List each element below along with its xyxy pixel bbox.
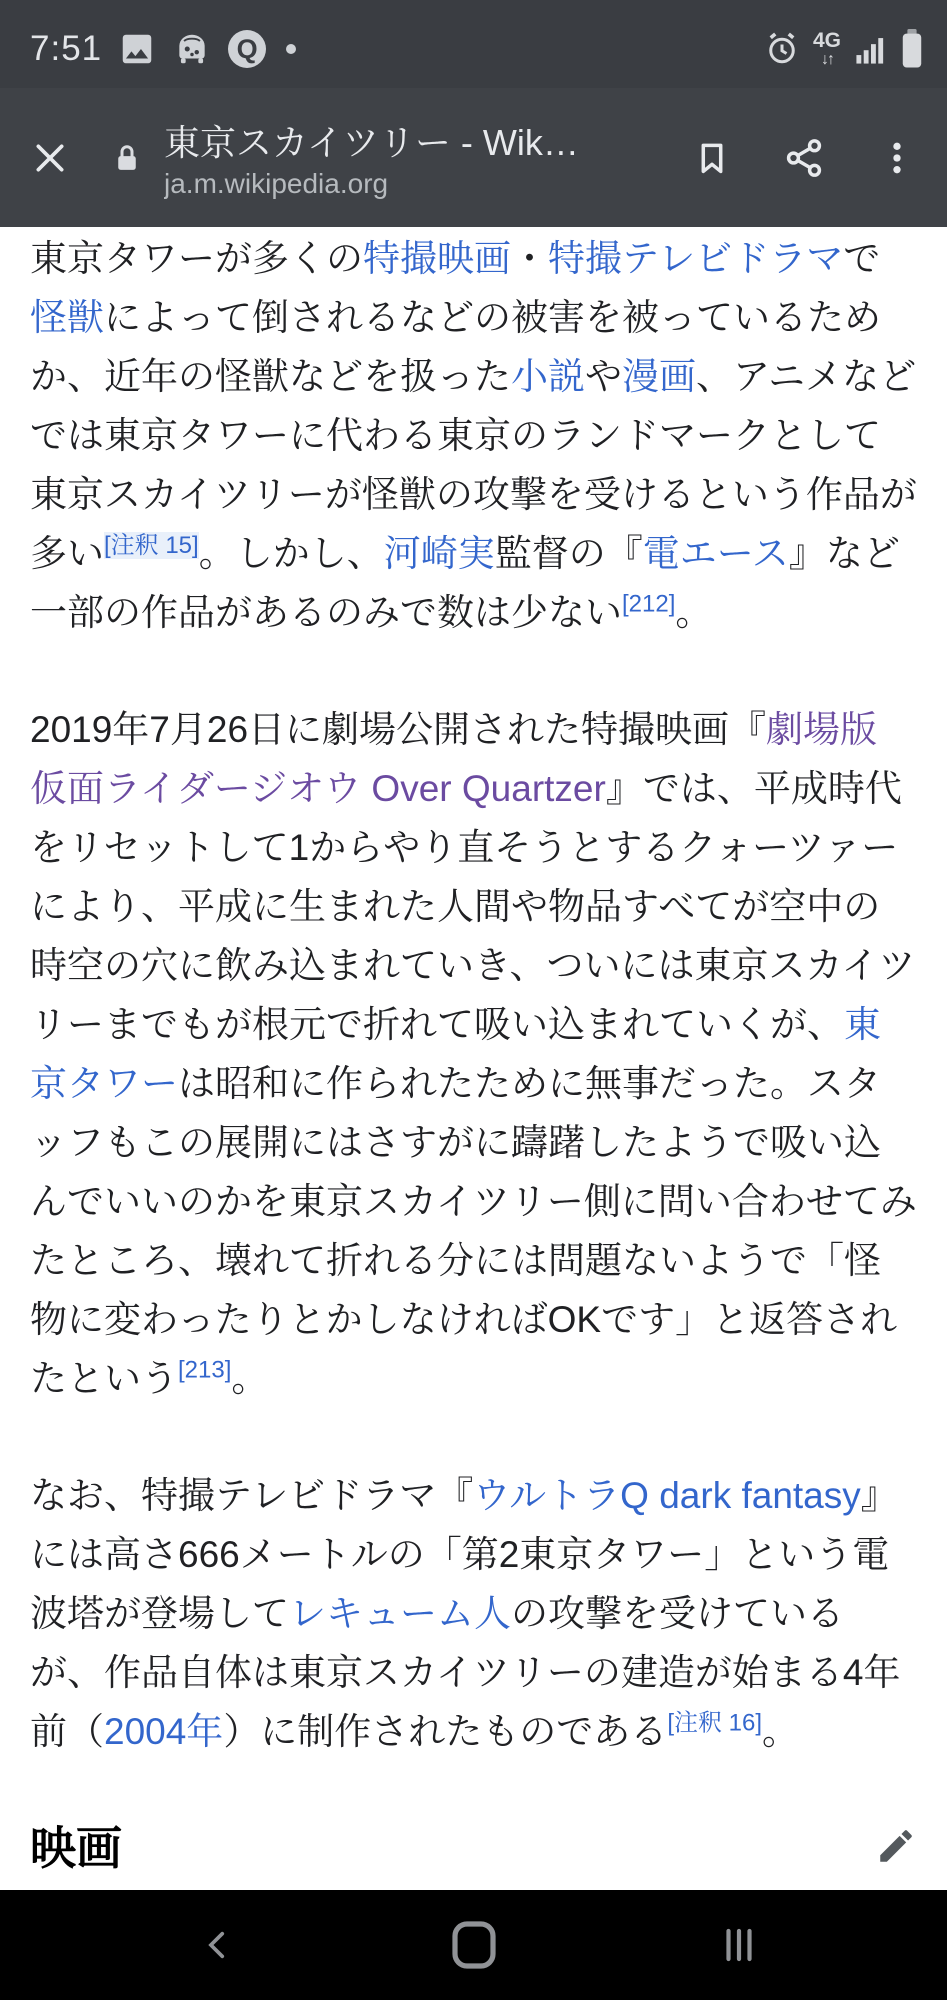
text: によって倒されるなどの被害を被っているためか、近年の怪獣などを扱った [30, 297, 881, 397]
reference-link[interactable]: [注釈 15] [104, 531, 199, 559]
text: ）に制作されたものである [223, 1711, 668, 1752]
page-title: 東京スカイツリー - Wik… [164, 122, 579, 163]
text: 2019年7月26日に劇場公開された特撮映画『 [30, 709, 767, 750]
article-content [0, 227, 947, 1890]
text: 、アニメなどでは東京タワーに代わる東京のランドマークとして東京スカイツリーが怪獣の攻撃を受けるという作品が多い [30, 356, 917, 574]
gallery-icon [118, 30, 156, 68]
text: の攻撃を受けているが、作品自体は東京スカイツリーの建造が始まる4年前（ [30, 1593, 901, 1752]
paragraph [30, 1466, 917, 1761]
text: 』など一部の作品があるのみで数は少ない [30, 533, 900, 633]
wiki-link[interactable]: 電エース [642, 533, 789, 574]
reference-link[interactable]: [212] [622, 590, 676, 618]
wiki-link[interactable]: 漫画 [622, 356, 696, 397]
overflow-menu-icon[interactable] [877, 136, 917, 180]
text: ・ [511, 238, 548, 279]
page-title-block[interactable] [164, 115, 661, 200]
q-search-icon: Q [228, 30, 266, 68]
text: 。 [762, 1711, 800, 1752]
alarm-icon [764, 31, 800, 67]
paragraph [30, 700, 917, 1408]
bookmark-icon[interactable] [693, 137, 731, 179]
wiki-link[interactable]: ウルトラQ dark fantasy [473, 1475, 861, 1516]
wiki-link[interactable]: 河崎実 [383, 533, 495, 574]
page-url: ja.m.wikipedia.org [164, 168, 389, 199]
text: 』では、平成時代をリセットして1からやり直そうとするクォーツァーにより、平成に生まれた人間や物品すべてが空中の時空の穴に飲み込まれていき、ついには東京スカイツリーまでもが根元で折れて吸い込まれていくが、 [30, 768, 916, 1045]
navigation-bar [0, 1890, 947, 2000]
recents-icon[interactable] [717, 1924, 761, 1966]
text: や [585, 356, 622, 397]
text: 』には高さ666メートルの「第2東京タワー」という電波塔が登場して [30, 1475, 898, 1634]
browser-toolbar [0, 88, 947, 227]
wiki-link[interactable]: 特撮映画 [363, 238, 511, 279]
text: で [843, 238, 881, 279]
paragraph [30, 229, 917, 642]
article-paragraphs [30, 229, 917, 1761]
edit-pencil-icon[interactable] [875, 1825, 917, 1872]
clock-time: 7:51 [30, 29, 103, 68]
status-bar-right [764, 29, 923, 69]
reference-link[interactable]: [注釈 16] [667, 1709, 763, 1737]
notification-dot [286, 44, 296, 54]
section-heading: 映画 [30, 1822, 122, 1874]
wiki-link[interactable]: 怪獣 [30, 297, 104, 338]
wiki-link[interactable]: 東京タワー [30, 1004, 881, 1104]
lock-icon [112, 140, 142, 176]
signal-strength-icon [854, 32, 888, 66]
text: 東京タワーが多くの [30, 238, 363, 279]
status-bar [0, 0, 947, 88]
wiki-link-visited[interactable]: 劇場版 仮面ライダージオウ Over Quartzer [30, 709, 878, 809]
wiki-link[interactable]: レキューム人 [289, 1593, 511, 1634]
text: なお、特撮テレビドラマ『 [30, 1475, 474, 1516]
text: 監督の『 [494, 533, 643, 574]
battery-icon [901, 29, 923, 69]
text: は昭和に作られたために無事だった。スタッフもこの展開にはさすがに躊躇したようで吸い込んでいいのかを東京スカイツリー側に問い合わせてみたところ、壊れて折れる分には問題ないようで「怪物に変わったりとかしなければOKです」と返答されたという [30, 1063, 917, 1399]
wiki-link[interactable]: 2004年 [104, 1711, 224, 1752]
home-icon[interactable] [450, 1919, 498, 1971]
close-icon[interactable] [30, 138, 70, 178]
network-4g-icon: 4G ↓↑ [812, 29, 841, 68]
back-icon[interactable] [201, 1925, 235, 1965]
text: 。 [675, 592, 713, 633]
robot-icon [172, 30, 212, 68]
section-heading-row [30, 1819, 917, 1877]
status-bar-left [30, 29, 296, 69]
text: 。 [231, 1358, 269, 1399]
reference-link[interactable]: [213] [178, 1356, 232, 1384]
wiki-link[interactable]: 特撮テレビドラマ [548, 238, 844, 279]
toolbar-actions [693, 136, 917, 180]
wiki-link[interactable]: 小説 [511, 356, 585, 397]
share-icon[interactable] [783, 137, 825, 179]
text: 。しかし、 [198, 533, 384, 574]
